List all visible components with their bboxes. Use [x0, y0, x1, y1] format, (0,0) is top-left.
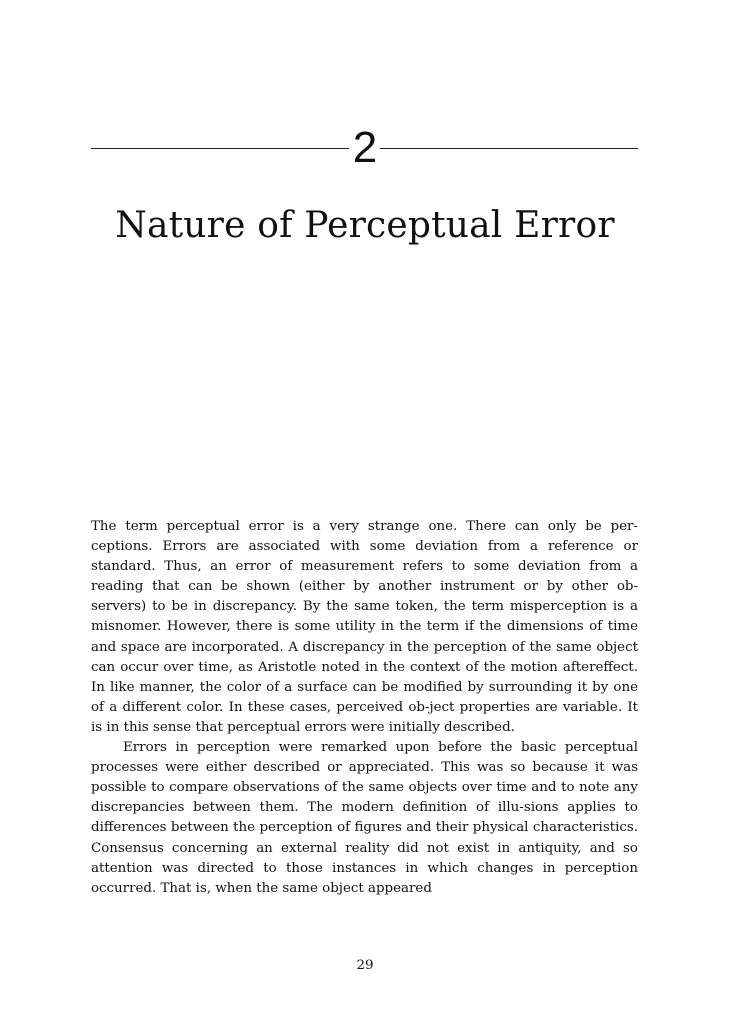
chapter-rule-left [91, 148, 349, 149]
body-text [91, 517, 638, 899]
paragraph-2: Errors in perception were remarked upon before the basic perceptual processes were either described or appreciated. This was so because it was possible to compare observations of the same objects over time and to note any discrepancies between them. The modern definition of illu-sions applies to differences between the perception of figures and their physical characteristics. Consensus concerning an external reality did not exist in antiquity, and so attention was directed to those instances in which changes in perception occurred. That is, when the same object appeared [91, 740, 638, 896]
chapter-number: 2 [352, 123, 378, 172]
paragraph-1: The term perceptual error is a very strange one. There can only be per-ceptions. Errors are associated with some deviation from a reference or standard. Thus, an error of measurement refers to some deviation from a reading that can be shown (either by another instrument or by other ob-servers) to be in discrepancy. By the same token, the term misperception is a misnomer. However, there is some utility in the term if the dimensions of time and space are incorporated. A discrepancy in the perception of the same object can occur over time, as Aristotle noted in the context of the motion aftereffect. In like manner, the color of a surface can be modified by surrounding it by one of a different color. In these cases, perceived ob-ject properties are variable. It is in this sense that perceptual errors were initially described. [91, 519, 638, 735]
chapter-title: Nature of Perceptual Error [115, 205, 615, 246]
chapter-rule-right [380, 148, 638, 149]
page-number: 29 [356, 958, 374, 973]
